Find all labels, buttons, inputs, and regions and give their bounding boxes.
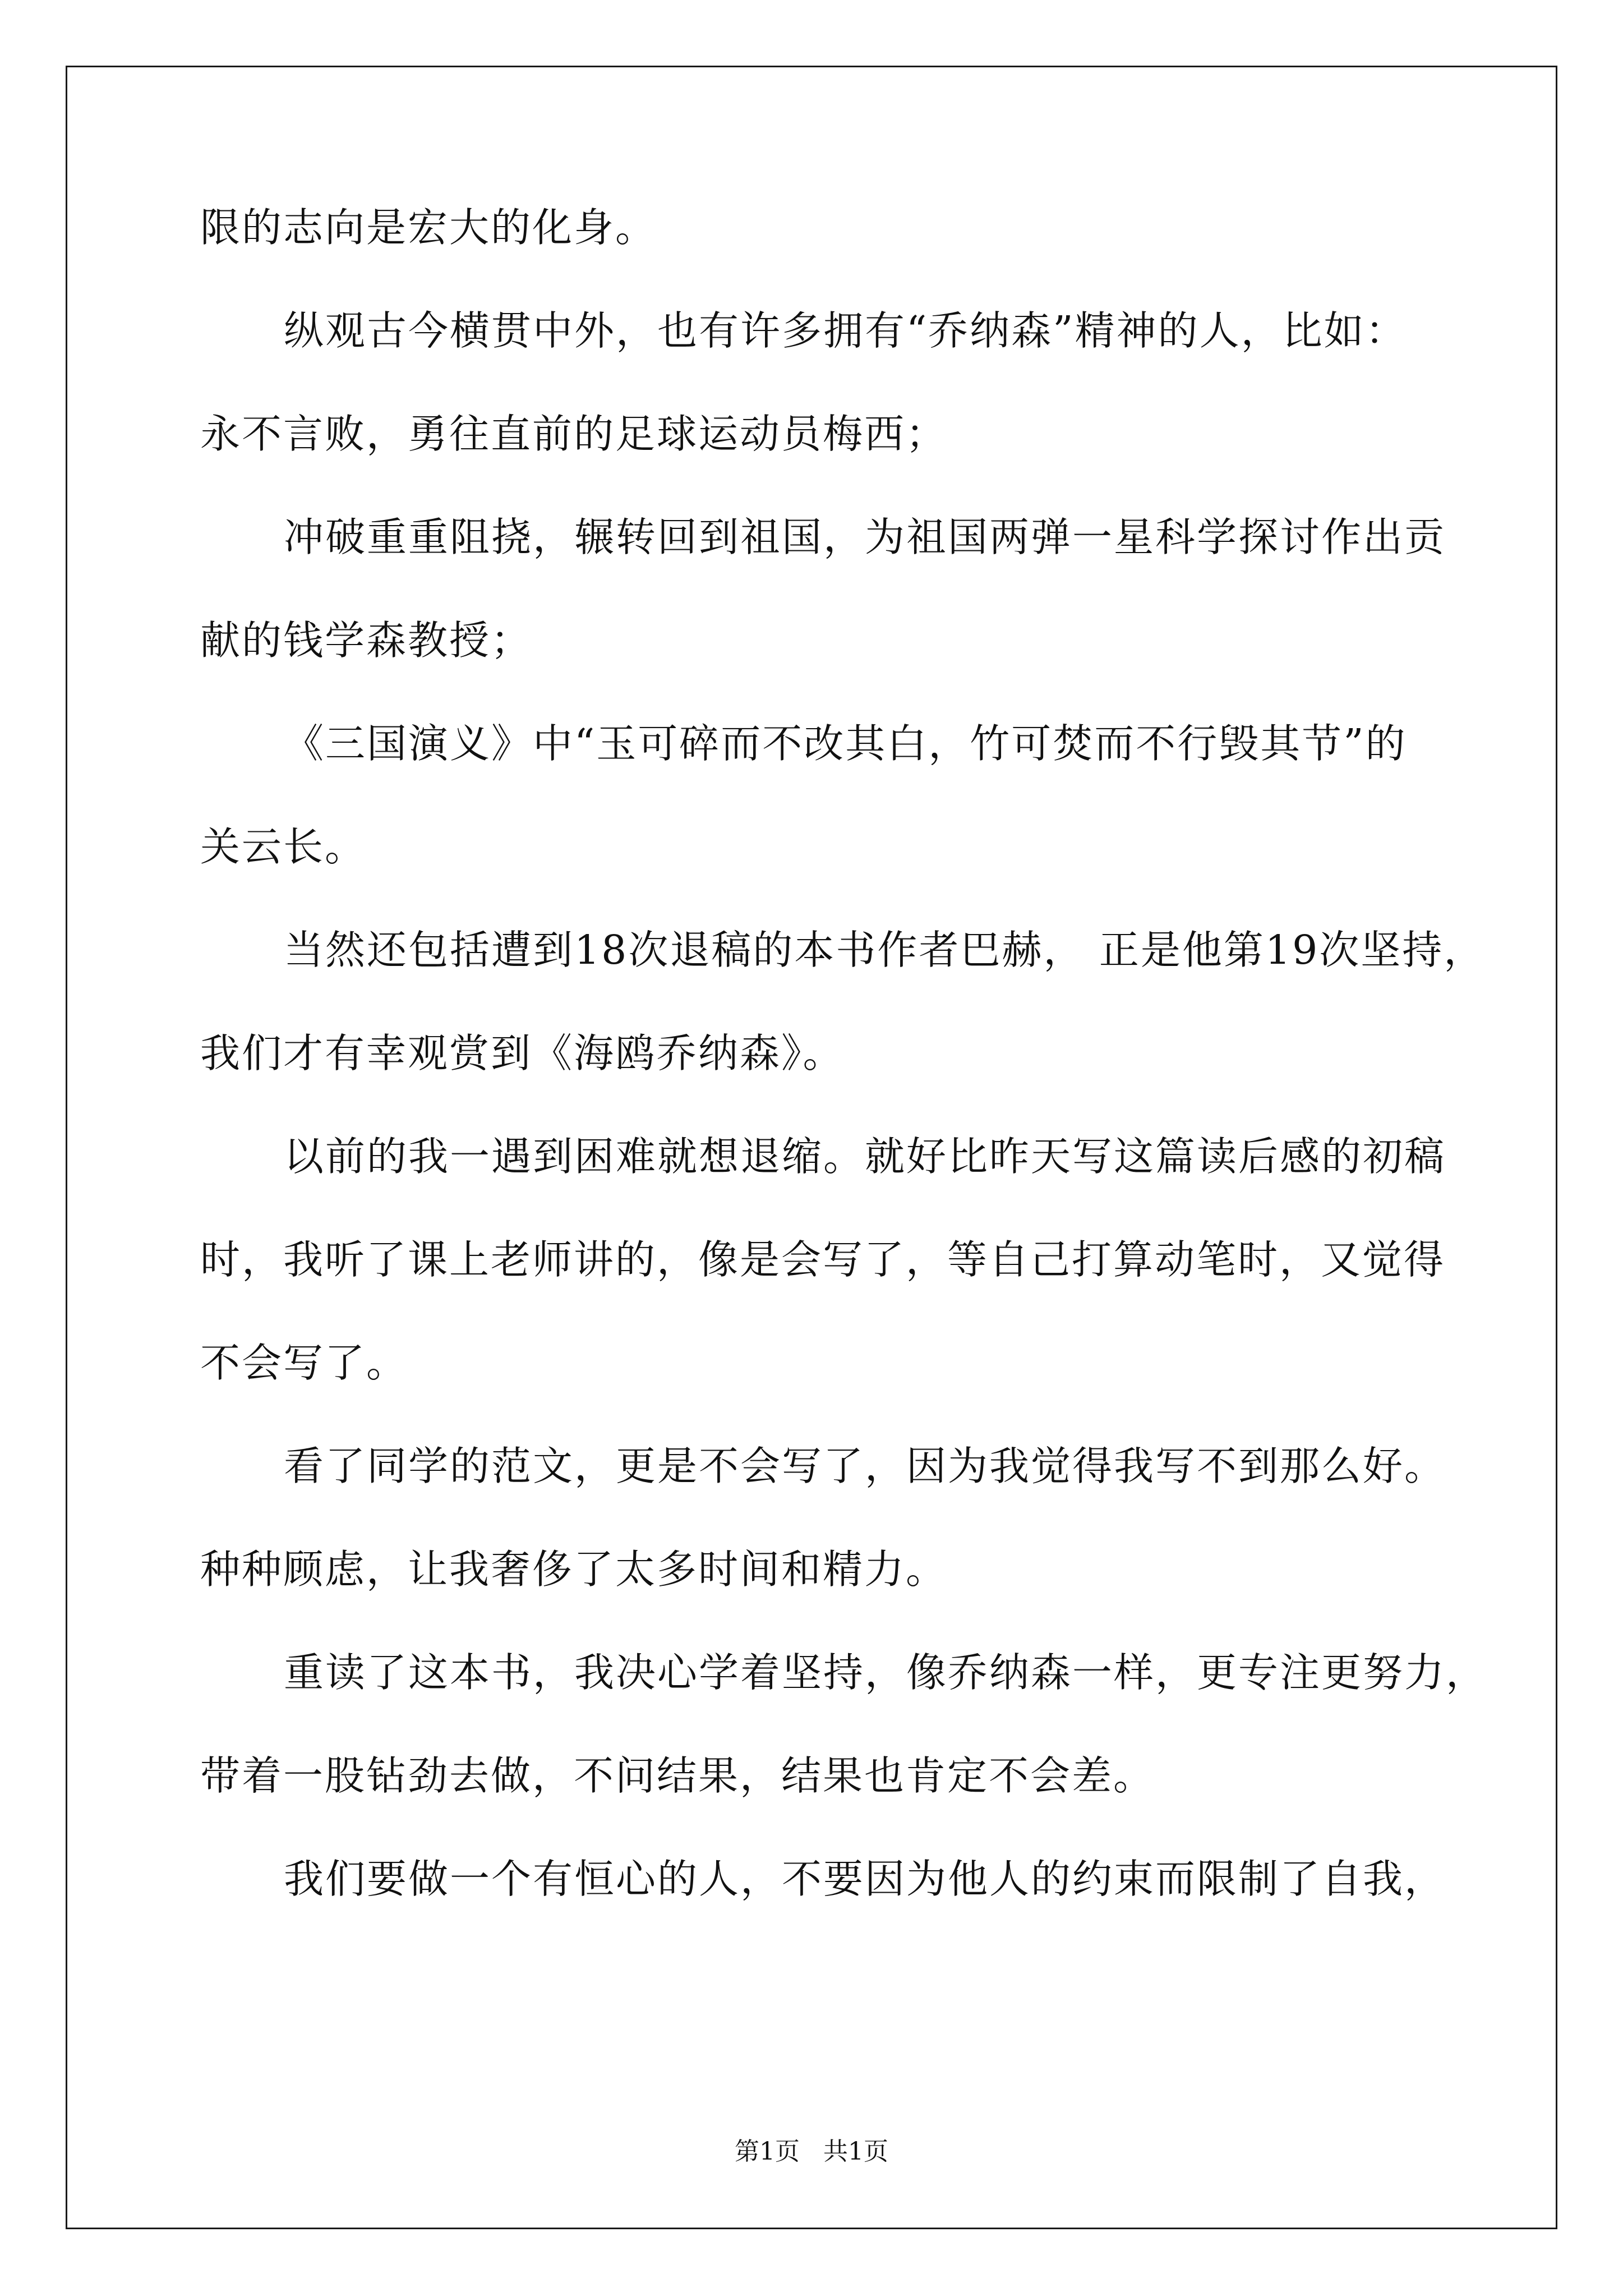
body-text-line: 种种顾虑，让我奢侈了太多时间和精力。 xyxy=(200,1546,948,1593)
body-text-line: 带着一股钻劲去做，不问结果，结果也肯定不会差。 xyxy=(200,1752,1155,1799)
body-text-line: 《三国演义》中“玉可碎而不改其白，竹可焚而不行毁其节”的 xyxy=(284,720,1407,767)
body-text-line: 我们才有幸观赏到《海鸥乔纳森》。 xyxy=(200,1030,845,1076)
body-text-line: 献的钱学森教授； xyxy=(200,617,533,664)
body-text-line: 时，我听了课上老师讲的，像是会写了，等自己打算动笔时，又觉得 xyxy=(200,1236,1446,1283)
body-text-line: 我们要做一个有恒心的人，不要因为他人的约束而限制了自我， xyxy=(284,1856,1446,1902)
body-text-line: 不会写了。 xyxy=(200,1340,408,1386)
body-text-line: 纵观古今横贯中外，也有许多拥有“乔纳森”精神的人，比如： xyxy=(284,307,1407,354)
body-text-line: 当然还包括遭到18次退稿的本书作者巴赫， 正是他第19次坚持， xyxy=(284,927,1486,973)
body-text-line: 重读了这本书，我决心学着坚持，像乔纳森一样，更专注更努力， xyxy=(284,1649,1488,1696)
body-text-line: 看了同学的范文，更是不会写了，因为我觉得我写不到那么好。 xyxy=(284,1443,1446,1489)
body-text-line: 关云长。 xyxy=(200,823,367,870)
body-text-line: 冲破重重阻挠，辗转回到祖国，为祖国两弹一星科学探讨作出贡 xyxy=(284,514,1446,560)
body-text-line: 永不言败，勇往直前的足球运动员梅西； xyxy=(200,411,948,457)
body-text-line: 以前的我一遇到困难就想退缩。就好比昨天写这篇读后感的初稿 xyxy=(284,1133,1446,1180)
page-number-footer: 第1页 共1页 xyxy=(735,2137,888,2166)
body-text-line: 限的志向是宏大的化身。 xyxy=(200,204,657,251)
